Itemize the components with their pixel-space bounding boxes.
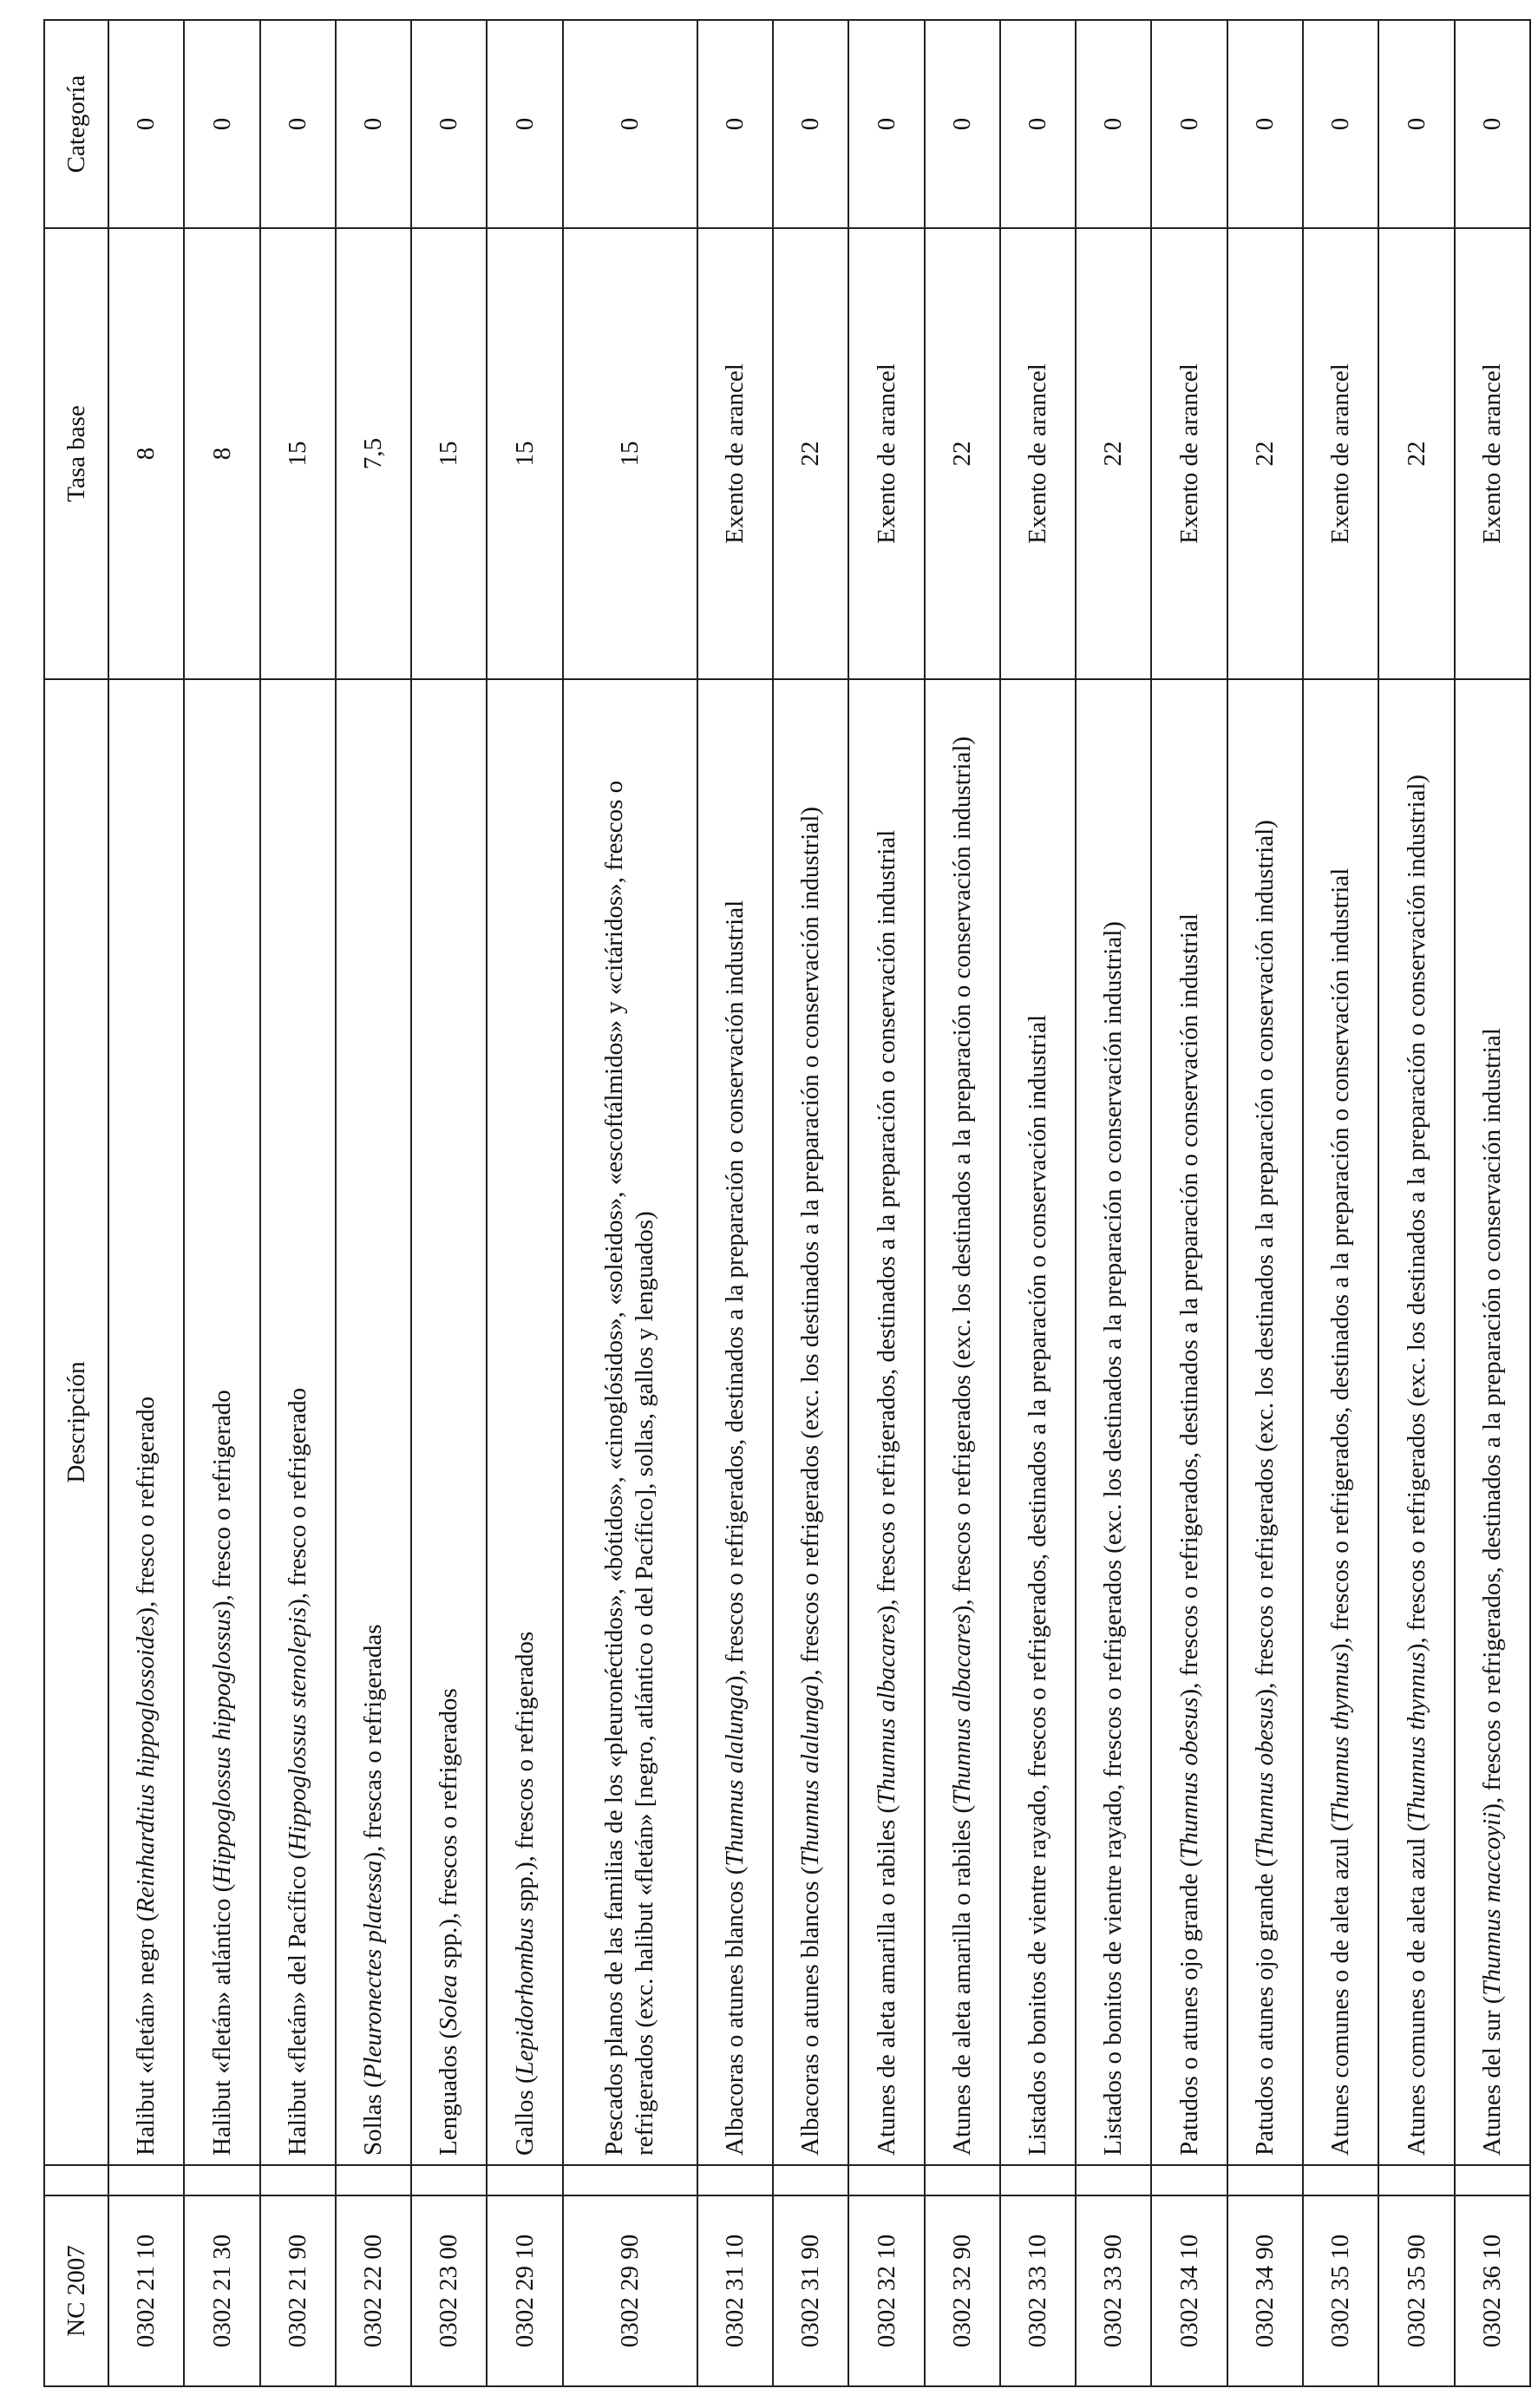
row-description: [563, 679, 697, 2165]
row-category: 0: [336, 20, 411, 228]
row-description: [773, 679, 848, 2165]
row-gap: [108, 2165, 184, 2195]
row-base-rate: Exento de arancel: [1151, 228, 1227, 679]
table-row: [336, 20, 411, 2386]
row-category: 0: [1455, 20, 1530, 228]
row-description: [1151, 679, 1227, 2165]
species-name: Thunnus obesus: [1175, 1697, 1203, 1859]
description-text: spp.), frescos o refrigerados: [510, 1631, 539, 1918]
row-description: [184, 679, 259, 2165]
species-name: Thunnus albacares: [872, 1613, 900, 1805]
description-text: ), frescos o refrigerados, destinados a la preparación o conservación industrial: [721, 900, 749, 1685]
row-code: 0302 35 90: [1378, 2195, 1454, 2386]
table-row: [1151, 20, 1227, 2386]
table-row: [1076, 20, 1151, 2386]
header-row: [44, 20, 108, 2386]
description-text: Atunes de aleta amarilla o rabiles (: [872, 1804, 900, 2156]
species-name: Thunnus alalunga: [796, 1684, 825, 1867]
table-row: [697, 20, 773, 2386]
row-category: 0: [108, 20, 184, 228]
row-code: 0302 32 90: [925, 2195, 1000, 2386]
header-description: Descripción: [44, 679, 108, 2165]
row-code: 0302 33 90: [1076, 2195, 1151, 2386]
row-gap: [487, 2165, 562, 2195]
row-base-rate: 8: [108, 228, 184, 679]
row-code: 0302 34 10: [1151, 2195, 1227, 2386]
row-code: 0302 33 10: [1000, 2195, 1076, 2386]
species-name: Thunnus thynnus: [1326, 1652, 1355, 1823]
table-row: [1378, 20, 1454, 2386]
species-name: Thunnus albacares: [947, 1613, 976, 1805]
description-text: Patudos o atunes ojo grande (: [1250, 1858, 1279, 2156]
row-code: 0302 34 90: [1227, 2195, 1303, 2386]
species-name: Thunnus obesus: [1250, 1697, 1279, 1859]
species-name: Pleuronectes platessa: [359, 1860, 388, 2080]
row-base-rate: Exento de arancel: [697, 228, 773, 679]
row-gap: [925, 2165, 1000, 2195]
row-base-rate: Exento de arancel: [1303, 228, 1378, 679]
row-category: 0: [411, 20, 487, 228]
description-text: Lenguados (: [435, 2030, 463, 2156]
row-description: [1455, 679, 1530, 2165]
row-gap: [563, 2165, 697, 2195]
description-text: Atunes comunes o de aleta azul (: [1402, 1822, 1430, 2156]
row-gap: [260, 2165, 336, 2195]
row-code: 0302 23 00: [411, 2195, 487, 2386]
row-base-rate: Exento de arancel: [1455, 228, 1530, 679]
row-description: [697, 679, 773, 2165]
tariff-table: [43, 19, 1531, 2387]
table-row: [1303, 20, 1378, 2386]
row-base-rate: 8: [184, 228, 259, 679]
row-gap: [1076, 2165, 1151, 2195]
row-description: [1378, 679, 1454, 2165]
description-text: Albacoras o atunes blancos (: [796, 1866, 825, 2156]
table-row: [184, 20, 259, 2386]
description-text: Halibut «fletán» atlántico (: [207, 1883, 236, 2156]
header-category: Categoría: [44, 20, 108, 228]
header-code: NC 2007: [44, 2195, 108, 2386]
row-gap: [848, 2165, 924, 2195]
table-row: [1227, 20, 1303, 2386]
row-description: [108, 679, 184, 2165]
description-text: Albacoras o atunes blancos (: [721, 1866, 749, 2156]
description-text: Atunes del sur (: [1477, 1995, 1506, 2156]
row-code: 0302 35 10: [1303, 2195, 1378, 2386]
row-code: 0302 31 90: [773, 2195, 848, 2386]
description-text: ), frescas o refrigeradas: [359, 1624, 388, 1861]
row-base-rate: 22: [773, 228, 848, 679]
species-name: Thunnus maccoyii: [1477, 1811, 1506, 1996]
description-text: ), frescos o refrigerados (exc. los destinados a la preparación o conservación industrial): [1250, 820, 1279, 1698]
description-text: ), fresco o refrigerado: [132, 1396, 160, 1616]
row-category: 0: [563, 20, 697, 228]
row-description: [487, 679, 562, 2165]
table-row: [487, 20, 562, 2386]
species-name: Thunnus thynnus: [1402, 1652, 1430, 1823]
row-gap: [411, 2165, 487, 2195]
species-name: Hippoglossus stenolepis: [283, 1606, 311, 1851]
description-text: ), frescos o refrigerados, destinados a la preparación o conservación industrial: [872, 829, 900, 1614]
table-row: [411, 20, 487, 2386]
species-name: Lepidorhombus: [510, 1917, 539, 2076]
row-gap: [1000, 2165, 1076, 2195]
row-category: 0: [487, 20, 562, 228]
row-category: 0: [1303, 20, 1378, 228]
row-base-rate: 15: [411, 228, 487, 679]
description-text: Gallos (: [510, 2075, 539, 2156]
row-base-rate: 15: [563, 228, 697, 679]
description-text: spp.), frescos o refrigerados: [435, 1688, 463, 1975]
description-text: Atunes comunes o de aleta azul (: [1326, 1822, 1355, 2156]
row-code: 0302 21 10: [108, 2195, 184, 2386]
description-text: ), fresco o refrigerado: [207, 1390, 236, 1610]
table-row: [1000, 20, 1076, 2386]
description-text: Listados o bonitos de vientre rayado, frescos o refrigerados, destinados a la preparación o conservación industrial: [1024, 1014, 1052, 2156]
description-text: Halibut «fletán» negro (: [132, 1913, 160, 2156]
table-row: [848, 20, 924, 2386]
row-category: 0: [1378, 20, 1454, 228]
row-category: 0: [697, 20, 773, 228]
table-row: [108, 20, 184, 2386]
table-body: [108, 20, 1530, 2386]
species-name: Hippoglossus hippoglossus: [207, 1609, 236, 1884]
row-gap: [1303, 2165, 1378, 2195]
row-description: [1076, 679, 1151, 2165]
description-text: ), frescos o refrigerados (exc. los destinados a la preparación o conservación industrial): [947, 736, 976, 1614]
description-text: Pescados planos de las familias de los «pleuronéctidos», «bótidos», «cinoglósidos», «soleidos», «escoftálmidos» y «citáridos», frescos o refrigerados (exc. halibut «fletán» [negro, atlántico o del Pacífico], sollas, gallos y lenguados): [600, 780, 659, 2156]
row-base-rate: 22: [1378, 228, 1454, 679]
row-code: 0302 21 90: [260, 2195, 336, 2386]
row-code: 0302 32 10: [848, 2195, 924, 2386]
row-base-rate: Exento de arancel: [1000, 228, 1076, 679]
row-description: [1227, 679, 1303, 2165]
row-code: 0302 22 00: [336, 2195, 411, 2386]
table-row: [563, 20, 697, 2386]
description-text: Listados o bonitos de vientre rayado, frescos o refrigerados (exc. los destinados a la preparación o conservación industrial): [1099, 921, 1128, 2156]
row-code: 0302 29 10: [487, 2195, 562, 2386]
table-row: [925, 20, 1000, 2386]
row-gap: [184, 2165, 259, 2195]
row-description: [1000, 679, 1076, 2165]
description-text: ), frescos o refrigerados, destinados a la preparación o conservación industrial: [1477, 1028, 1506, 1812]
description-text: ), frescos o refrigerados, destinados a la preparación o conservación industrial: [1326, 867, 1355, 1652]
description-text: ), fresco o refrigerado: [283, 1387, 311, 1607]
description-text: Patudos o atunes ojo grande (: [1175, 1858, 1203, 2156]
header-gap: [44, 2165, 108, 2195]
row-description: [411, 679, 487, 2165]
rotated-table-container: [43, 21, 1531, 2387]
header-rate: Tasa base: [44, 228, 108, 679]
row-base-rate: 15: [260, 228, 336, 679]
species-name: Solea: [435, 1974, 463, 2031]
row-description: [1303, 679, 1378, 2165]
row-gap: [1151, 2165, 1227, 2195]
row-base-rate: 7,5: [336, 228, 411, 679]
row-base-rate: 15: [487, 228, 562, 679]
description-text: ), frescos o refrigerados (exc. los destinados a la preparación o conservación industrial): [1402, 774, 1430, 1652]
row-code: 0302 21 30: [184, 2195, 259, 2386]
row-description: [925, 679, 1000, 2165]
row-description: [848, 679, 924, 2165]
row-category: 0: [925, 20, 1000, 228]
species-name: Reinhardtius hippoglossoides: [132, 1615, 160, 1914]
row-category: 0: [260, 20, 336, 228]
description-text: ), frescos o refrigerados (exc. los destinados a la preparación o conservación industrial): [796, 806, 825, 1685]
row-gap: [336, 2165, 411, 2195]
row-category: 0: [773, 20, 848, 228]
table-row: [773, 20, 848, 2386]
table-row: [260, 20, 336, 2386]
row-category: 0: [1151, 20, 1227, 228]
row-gap: [773, 2165, 848, 2195]
row-category: 0: [184, 20, 259, 228]
row-description: [336, 679, 411, 2165]
row-category: 0: [1000, 20, 1076, 228]
description-text: Atunes de aleta amarilla o rabiles (: [947, 1804, 976, 2156]
table-row: [1455, 20, 1530, 2386]
row-description: [260, 679, 336, 2165]
row-base-rate: 22: [1227, 228, 1303, 679]
row-gap: [1378, 2165, 1454, 2195]
row-code: 0302 29 90: [563, 2195, 697, 2386]
row-code: 0302 31 10: [697, 2195, 773, 2386]
row-base-rate: 22: [1076, 228, 1151, 679]
row-code: 0302 36 10: [1455, 2195, 1530, 2386]
row-gap: [697, 2165, 773, 2195]
row-base-rate: 22: [925, 228, 1000, 679]
row-category: 0: [848, 20, 924, 228]
row-base-rate: Exento de arancel: [848, 228, 924, 679]
species-name: Thunnus alalunga: [721, 1684, 749, 1867]
description-text: Sollas (: [359, 2079, 388, 2156]
row-gap: [1227, 2165, 1303, 2195]
description-text: ), frescos o refrigerados, destinados a la preparación o conservación industrial: [1175, 913, 1203, 1698]
description-text: Halibut «fletán» del Pacífico (: [283, 1850, 311, 2156]
row-gap: [1455, 2165, 1530, 2195]
row-category: 0: [1227, 20, 1303, 228]
row-category: 0: [1076, 20, 1151, 228]
